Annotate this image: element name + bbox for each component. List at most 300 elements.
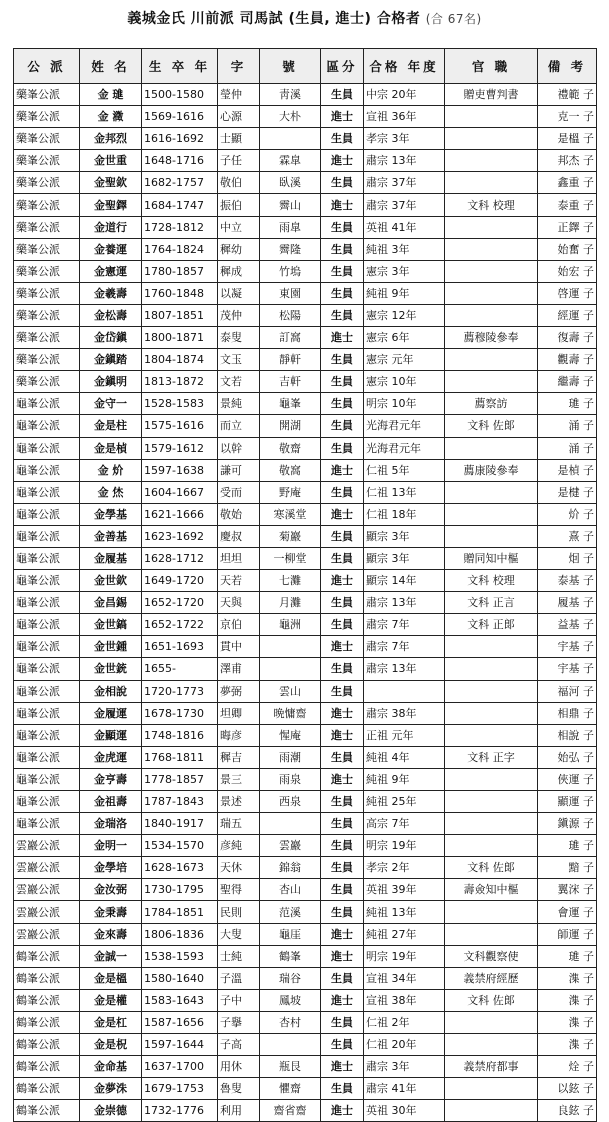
cell-office: 文科 正字 (445, 746, 538, 768)
cell-courtesy-name: 天與 (218, 592, 260, 614)
cell-category: 生員 (321, 746, 364, 768)
cell-name: 金世重 (80, 150, 142, 172)
cell-years: 1764-1824 (142, 238, 218, 260)
cell-office: 文科 佐郞 (445, 857, 538, 879)
cell-remarks: 潗 子 (538, 1034, 597, 1056)
cell-remarks: 𤇆 子 (538, 547, 597, 569)
cell-category: 進士 (321, 702, 364, 724)
cell-name: 金汝弼 (80, 879, 142, 901)
cell-office (445, 371, 538, 393)
cell-pen-name: 敬窩 (260, 459, 321, 481)
cell-remarks: 克一 子 (538, 106, 597, 128)
cell-courtesy-name: 心源 (218, 106, 260, 128)
cell-office: 文科 正言 (445, 592, 538, 614)
cell-courtesy-name: 穉成 (218, 260, 260, 282)
cell-name: 金 璡 (80, 84, 142, 106)
cell-branch: 雲巖公派 (14, 879, 80, 901)
cell-years: 1768-1811 (142, 746, 218, 768)
cell-pass-year: 宣祖 34年 (364, 967, 445, 989)
cell-pass-year: 純祖 25年 (364, 791, 445, 813)
cell-pass-year: 純祖 9年 (364, 768, 445, 790)
cell-name: 金守一 (80, 393, 142, 415)
cell-pen-name: 霽隆 (260, 238, 321, 260)
cell-office (445, 658, 538, 680)
cell-pass-year: 光海君元年 (364, 415, 445, 437)
cell-office (445, 1011, 538, 1033)
cell-courtesy-name: 瑞五 (218, 813, 260, 835)
cell-category: 生員 (321, 525, 364, 547)
cell-remarks: 良鉉 子 (538, 1100, 597, 1122)
cell-office (445, 636, 538, 658)
cell-years: 1679-1753 (142, 1078, 218, 1100)
cell-years: 1579-1612 (142, 437, 218, 459)
cell-pen-name: 齋省齋 (260, 1100, 321, 1122)
cell-office: 文科 校理 (445, 194, 538, 216)
cell-category: 生員 (321, 282, 364, 304)
cell-office (445, 282, 538, 304)
table-row (14, 1078, 597, 1100)
cell-remarks: 璡 子 (538, 393, 597, 415)
table-row (14, 967, 597, 989)
cell-name: 金羲壽 (80, 282, 142, 304)
cell-courtesy-name: 坦坦 (218, 547, 260, 569)
cell-courtesy-name: 子擧 (218, 1011, 260, 1033)
cell-years: 1800-1871 (142, 327, 218, 349)
cell-pass-year: 憲宗 3年 (364, 260, 445, 282)
cell-name: 金世鍾 (80, 636, 142, 658)
cell-courtesy-name: 振伯 (218, 194, 260, 216)
cell-pen-name: 惺庵 (260, 724, 321, 746)
cell-pass-year: 仁祖 18年 (364, 503, 445, 525)
cell-category: 生員 (321, 857, 364, 879)
cell-category: 生員 (321, 349, 364, 371)
cell-remarks: 涌 子 (538, 437, 597, 459)
table-row (14, 1034, 597, 1056)
cell-years: 1655- (142, 658, 218, 680)
cell-name: 金世欽 (80, 570, 142, 592)
cell-years: 1628-1673 (142, 857, 218, 879)
cell-pen-name: 錦翁 (260, 857, 321, 879)
cell-pen-name (260, 128, 321, 150)
table-row (14, 393, 597, 415)
cell-branch: 雲巖公派 (14, 901, 80, 923)
cell-branch: 龜峯公派 (14, 525, 80, 547)
cell-years: 1748-1816 (142, 724, 218, 746)
cell-branch: 雲巖公派 (14, 835, 80, 857)
table-row (14, 194, 597, 216)
cell-pen-name (260, 658, 321, 680)
cell-pen-name (260, 636, 321, 658)
cell-courtesy-name: 以凝 (218, 282, 260, 304)
cell-name: 金松壽 (80, 304, 142, 326)
cell-category: 生員 (321, 813, 364, 835)
cell-office (445, 1078, 538, 1100)
cell-name: 金命基 (80, 1056, 142, 1078)
cell-remarks: 潗 子 (538, 989, 597, 1011)
cell-pass-year: 肅宗 3年 (364, 1056, 445, 1078)
cell-remarks: 以鉉 子 (538, 1078, 597, 1100)
cell-pen-name: 龜厓 (260, 923, 321, 945)
cell-office (445, 304, 538, 326)
cell-years: 1730-1795 (142, 879, 218, 901)
cell-name: 金學基 (80, 503, 142, 525)
cell-name: 金道行 (80, 216, 142, 238)
cell-branch: 雲巖公派 (14, 857, 80, 879)
cell-courtesy-name: 而立 (218, 415, 260, 437)
table-row (14, 592, 597, 614)
cell-name: 金履基 (80, 547, 142, 569)
cell-years: 1806-1836 (142, 923, 218, 945)
cell-years: 1813-1872 (142, 371, 218, 393)
cell-pen-name: 晩慵齋 (260, 702, 321, 724)
cell-remarks: 禮範 子 (538, 84, 597, 106)
cell-branch: 藥峯公派 (14, 84, 80, 106)
cell-branch: 龜峯公派 (14, 481, 80, 503)
table-row (14, 1056, 597, 1078)
cell-remarks: 宇基 子 (538, 658, 597, 680)
cell-pen-name (260, 1034, 321, 1056)
cell-branch: 鶴峯公派 (14, 945, 80, 967)
cell-office (445, 702, 538, 724)
table-row (14, 791, 597, 813)
table-row (14, 459, 597, 481)
cell-pass-year: 仁祖 5年 (364, 459, 445, 481)
cell-office: 薦察訪 (445, 393, 538, 415)
cell-pen-name: 霽山 (260, 194, 321, 216)
cell-remarks: 鑫重 子 (538, 172, 597, 194)
cell-branch: 龜峯公派 (14, 592, 80, 614)
cell-category: 生員 (321, 216, 364, 238)
cell-remarks: 鎭源 子 (538, 813, 597, 835)
cell-category: 生員 (321, 304, 364, 326)
roster-table (13, 48, 597, 1122)
cell-category: 生員 (321, 658, 364, 680)
cell-category: 生員 (321, 680, 364, 702)
cell-years: 1787-1843 (142, 791, 218, 813)
cell-office (445, 128, 538, 150)
table-row (14, 525, 597, 547)
cell-pass-year: 明宗 10年 (364, 393, 445, 415)
cell-branch: 龜峯公派 (14, 791, 80, 813)
cell-office (445, 680, 538, 702)
cell-courtesy-name: 文若 (218, 371, 260, 393)
cell-remarks: 顯運 子 (538, 791, 597, 813)
cell-office: 義禁府經歷 (445, 967, 538, 989)
cell-name: 金是榲 (80, 967, 142, 989)
cell-remarks: 炌 子 (538, 503, 597, 525)
cell-courtesy-name: 受而 (218, 481, 260, 503)
cell-office (445, 503, 538, 525)
cell-office (445, 525, 538, 547)
table-row (14, 84, 597, 106)
cell-pass-year: 肅宗 37年 (364, 194, 445, 216)
cell-branch: 鶴峯公派 (14, 1078, 80, 1100)
col-header-category: 區分 (321, 49, 364, 84)
cell-category: 生員 (321, 84, 364, 106)
cell-category: 生員 (321, 1078, 364, 1100)
cell-category: 進士 (321, 945, 364, 967)
cell-years: 1637-1700 (142, 1056, 218, 1078)
cell-years: 1575-1616 (142, 415, 218, 437)
cell-branch: 藥峯公派 (14, 371, 80, 393)
cell-office: 薦康陵參奉 (445, 459, 538, 481)
cell-courtesy-name: 景述 (218, 791, 260, 813)
cell-pen-name: 鳳坡 (260, 989, 321, 1011)
cell-remarks: 始宏 子 (538, 260, 597, 282)
cell-pass-year: 仁祖 13年 (364, 481, 445, 503)
cell-category: 進士 (321, 923, 364, 945)
cell-office (445, 724, 538, 746)
cell-years: 1616-1692 (142, 128, 218, 150)
cell-pass-year: 仁祖 20年 (364, 1034, 445, 1056)
cell-office (445, 1034, 538, 1056)
table-row (14, 415, 597, 437)
cell-years: 1840-1917 (142, 813, 218, 835)
cell-pen-name: 訂窩 (260, 327, 321, 349)
cell-pass-year: 顯宗 14年 (364, 570, 445, 592)
cell-category: 生員 (321, 967, 364, 989)
cell-pen-name (260, 813, 321, 835)
cell-remarks: 宇基 子 (538, 636, 597, 658)
cell-category: 生員 (321, 128, 364, 150)
cell-years: 1784-1851 (142, 901, 218, 923)
cell-branch: 龜峯公派 (14, 636, 80, 658)
cell-remarks: 啓運 子 (538, 282, 597, 304)
cell-courtesy-name: 天休 (218, 857, 260, 879)
cell-pen-name: 瑞谷 (260, 967, 321, 989)
cell-office: 文科 正郞 (445, 614, 538, 636)
cell-branch: 鶴峯公派 (14, 1056, 80, 1078)
cell-pen-name: 開湖 (260, 415, 321, 437)
col-header-branch: 公 派 (14, 49, 80, 84)
table-row (14, 238, 597, 260)
table-row (14, 835, 597, 857)
cell-branch: 藥峯公派 (14, 172, 80, 194)
cell-courtesy-name: 以幹 (218, 437, 260, 459)
cell-years: 1528-1583 (142, 393, 218, 415)
cell-category: 生員 (321, 592, 364, 614)
cell-remarks: 相說 子 (538, 724, 597, 746)
cell-courtesy-name: 魯叟 (218, 1078, 260, 1100)
cell-years: 1597-1638 (142, 459, 218, 481)
cell-category: 進士 (321, 724, 364, 746)
cell-pen-name: 七灘 (260, 570, 321, 592)
cell-category: 進士 (321, 1100, 364, 1122)
cell-pen-name: 龜峯 (260, 393, 321, 415)
cell-name: 金亨壽 (80, 768, 142, 790)
cell-name: 金聖鐸 (80, 194, 142, 216)
cell-remarks: 涌 子 (538, 415, 597, 437)
cell-office (445, 216, 538, 238)
table-row (14, 327, 597, 349)
table-row (14, 1100, 597, 1122)
cell-office (445, 1100, 538, 1122)
cell-courtesy-name: 謙可 (218, 459, 260, 481)
cell-courtesy-name: 子溫 (218, 967, 260, 989)
cell-courtesy-name: 士純 (218, 945, 260, 967)
cell-remarks: 璡 子 (538, 945, 597, 967)
cell-office (445, 923, 538, 945)
cell-pass-year: 孝宗 2年 (364, 857, 445, 879)
cell-years: 1720-1773 (142, 680, 218, 702)
table-row (14, 658, 597, 680)
cell-branch: 鶴峯公派 (14, 967, 80, 989)
cell-office: 薦穆陵參奉 (445, 327, 538, 349)
cell-courtesy-name: 泰叟 (218, 327, 260, 349)
table-row (14, 768, 597, 790)
cell-remarks: 潗 子 (538, 1011, 597, 1033)
table-row (14, 503, 597, 525)
cell-branch: 龜峯公派 (14, 768, 80, 790)
cell-name: 金祖壽 (80, 791, 142, 813)
cell-pen-name: 瓶艮 (260, 1056, 321, 1078)
cell-courtesy-name: 聖得 (218, 879, 260, 901)
cell-courtesy-name: 景純 (218, 393, 260, 415)
cell-pen-name: 西泉 (260, 791, 321, 813)
cell-years: 1597-1644 (142, 1034, 218, 1056)
cell-name: 金是柷 (80, 1034, 142, 1056)
cell-remarks: 履基 子 (538, 592, 597, 614)
cell-category: 生員 (321, 879, 364, 901)
table-row (14, 304, 597, 326)
cell-category: 進士 (321, 150, 364, 172)
cell-pass-year: 憲宗 元年 (364, 349, 445, 371)
cell-remarks: 福河 子 (538, 680, 597, 702)
cell-courtesy-name: 用休 (218, 1056, 260, 1078)
cell-category: 生員 (321, 437, 364, 459)
cell-pass-year: 肅宗 37年 (364, 172, 445, 194)
cell-courtesy-name: 景三 (218, 768, 260, 790)
cell-pass-year: 明宗 19年 (364, 945, 445, 967)
table-row (14, 1011, 597, 1033)
cell-remarks: 璡 子 (538, 835, 597, 857)
cell-name: 金相說 (80, 680, 142, 702)
table-row (14, 547, 597, 569)
cell-branch: 龜峯公派 (14, 415, 80, 437)
table-row (14, 570, 597, 592)
title-main: 義城金氏 川前派 司馬試 (生員, 進士) 合格者 (127, 11, 421, 27)
cell-years: 1780-1857 (142, 260, 218, 282)
cell-pen-name: 一柳堂 (260, 547, 321, 569)
cell-years: 1623-1692 (142, 525, 218, 547)
cell-branch: 龜峯公派 (14, 702, 80, 724)
cell-name: 金學培 (80, 857, 142, 879)
table-row (14, 437, 597, 459)
cell-name: 金虎運 (80, 746, 142, 768)
cell-remarks: 正鐸 子 (538, 216, 597, 238)
cell-years: 1652-1720 (142, 592, 218, 614)
table-row (14, 746, 597, 768)
cell-pass-year: 高宗 7年 (364, 813, 445, 835)
cell-category: 進士 (321, 768, 364, 790)
cell-pass-year: 孝宗 3年 (364, 128, 445, 150)
cell-category: 生員 (321, 481, 364, 503)
cell-branch: 龜峯公派 (14, 614, 80, 636)
cell-years: 1621-1666 (142, 503, 218, 525)
cell-name: 金秉壽 (80, 901, 142, 923)
table-row (14, 106, 597, 128)
cell-remarks: 熹 子 (538, 525, 597, 547)
cell-name: 金履運 (80, 702, 142, 724)
cell-branch: 藥峯公派 (14, 282, 80, 304)
table-row (14, 702, 597, 724)
cell-courtesy-name: 敬始 (218, 503, 260, 525)
cell-office (445, 901, 538, 923)
cell-years: 1583-1643 (142, 989, 218, 1011)
cell-years: 1652-1722 (142, 614, 218, 636)
table-row (14, 481, 597, 503)
col-header-courtesy-name: 字 (218, 49, 260, 84)
cell-office (445, 813, 538, 835)
cell-pass-year: 肅宗 13年 (364, 150, 445, 172)
cell-courtesy-name: 澤甫 (218, 658, 260, 680)
cell-pen-name: 雨泉 (260, 768, 321, 790)
cell-name: 金是杠 (80, 1011, 142, 1033)
cell-pass-year (364, 680, 445, 702)
cell-remarks: 泰重 子 (538, 194, 597, 216)
cell-years: 1538-1593 (142, 945, 218, 967)
cell-office (445, 835, 538, 857)
cell-office (445, 481, 538, 503)
cell-category: 進士 (321, 459, 364, 481)
col-header-years: 生 卒 年 (142, 49, 218, 84)
cell-category: 生員 (321, 614, 364, 636)
cell-years: 1628-1712 (142, 547, 218, 569)
cell-remarks: 烇 子 (538, 1056, 597, 1078)
cell-pass-year: 顯宗 3年 (364, 525, 445, 547)
col-header-pass-year: 合格 年度 (364, 49, 445, 84)
cell-branch: 龜峯公派 (14, 393, 80, 415)
cell-courtesy-name: 坦卿 (218, 702, 260, 724)
cell-pen-name: 霖皐 (260, 150, 321, 172)
cell-remarks: 經運 子 (538, 304, 597, 326)
col-header-remarks: 備 考 (538, 49, 597, 84)
table-row (14, 901, 597, 923)
cell-courtesy-name: 彦純 (218, 835, 260, 857)
cell-category: 生員 (321, 547, 364, 569)
cell-years: 1651-1693 (142, 636, 218, 658)
cell-remarks: 是榲 子 (538, 128, 597, 150)
cell-courtesy-name: 夢弼 (218, 680, 260, 702)
cell-category: 進士 (321, 636, 364, 658)
cell-name: 金憲運 (80, 260, 142, 282)
cell-pen-name: 松陽 (260, 304, 321, 326)
cell-courtesy-name: 天若 (218, 570, 260, 592)
cell-pen-name: 雨潮 (260, 746, 321, 768)
cell-category: 生員 (321, 371, 364, 393)
cell-courtesy-name: 京伯 (218, 614, 260, 636)
cell-branch: 龜峯公派 (14, 746, 80, 768)
cell-courtesy-name: 利用 (218, 1100, 260, 1122)
table-row (14, 128, 597, 150)
cell-pen-name: 東園 (260, 282, 321, 304)
cell-category: 進士 (321, 989, 364, 1011)
cell-branch: 龜峯公派 (14, 547, 80, 569)
cell-category: 生員 (321, 1011, 364, 1033)
cell-branch: 藥峯公派 (14, 216, 80, 238)
cell-name: 金明一 (80, 835, 142, 857)
cell-remarks: 潗 子 (538, 967, 597, 989)
cell-pass-year: 憲宗 12年 (364, 304, 445, 326)
cell-office (445, 172, 538, 194)
cell-office: 義禁府都事 (445, 1056, 538, 1078)
col-header-name: 姓 名 (80, 49, 142, 84)
table-row (14, 879, 597, 901)
cell-office: 贈同知中樞 (445, 547, 538, 569)
cell-pass-year: 純祖 9年 (364, 282, 445, 304)
cell-pass-year: 仁祖 2年 (364, 1011, 445, 1033)
table-row (14, 945, 597, 967)
